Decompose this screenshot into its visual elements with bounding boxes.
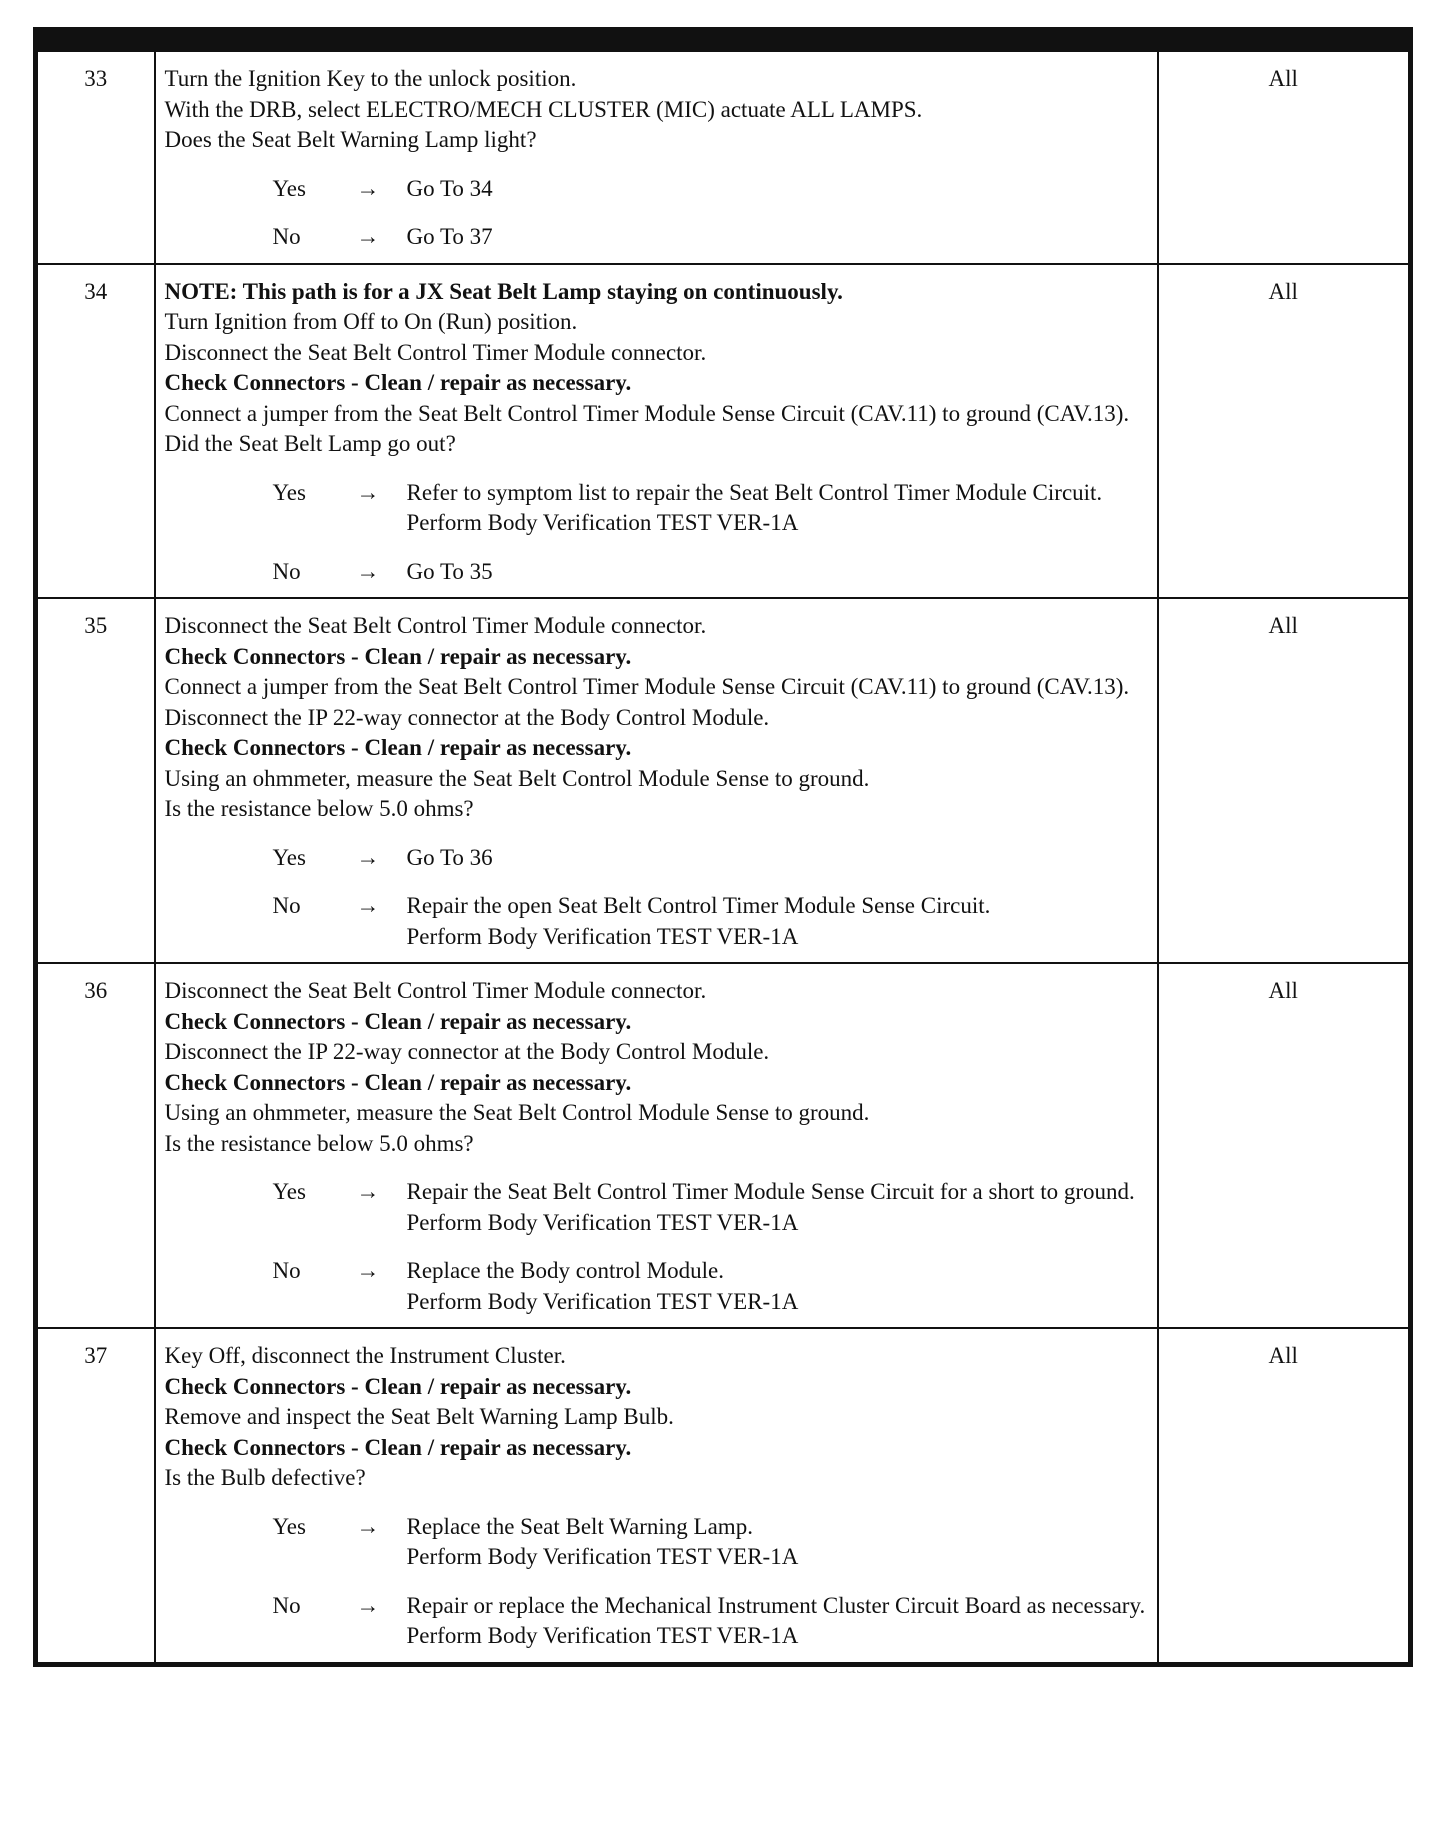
instruction-list [165, 611, 1150, 825]
arrow-icon: → [356, 893, 380, 918]
instruction-line: Disconnect the IP 22-way connector at the Body Control Module. [164, 704, 770, 730]
step-instructions [155, 52, 1158, 264]
result-action [407, 174, 1150, 205]
result-label: Yes [272, 1179, 306, 1204]
result-yes [165, 174, 1150, 205]
instruction-line: Key Off, disconnect the Instrument Cluster. [164, 1343, 566, 1368]
result-action-line: Go To 37 [406, 224, 493, 249]
arrow-icon: → [356, 224, 380, 249]
result-action-line: Perform Body Verification TEST VER-1A [406, 1623, 799, 1648]
result-label: No [272, 1592, 301, 1618]
result-no [165, 222, 1150, 253]
result-action-line: Go To 36 [406, 844, 493, 870]
instruction-note: Check Connectors - Clean / repair as necessary. [164, 643, 632, 669]
step-number: 35 [36, 598, 155, 963]
result-action [407, 1177, 1150, 1238]
step-applicability: All [1158, 264, 1411, 599]
instruction-note: Check Connectors - Clean / repair as necessary. [164, 735, 632, 760]
result-label: Yes [272, 479, 306, 505]
instruction-note: Check Connectors - Clean / repair as necessary. [164, 1373, 632, 1399]
result-label: Yes [272, 175, 306, 201]
step-row [36, 598, 1411, 963]
instruction-line: Disconnect the Seat Belt Control Timer Module connector. [164, 613, 707, 638]
result-action [407, 1512, 1150, 1573]
arrow-icon: → [356, 1513, 380, 1539]
result-no [165, 1256, 1150, 1317]
instruction-line: Disconnect the Seat Belt Control Timer Module connector. [164, 339, 707, 365]
instruction-line: Disconnect the Seat Belt Control Timer Module connector. [164, 978, 707, 1003]
step-row [36, 1328, 1411, 1664]
step-number: 36 [36, 963, 155, 1328]
diagnostic-procedure-page [33, 27, 1413, 1667]
instruction-line: Is the Bulb defective? [164, 1465, 366, 1490]
instruction-line: Is the resistance below 5.0 ohms? [164, 1130, 474, 1156]
result-action-line: Perform Body Verification TEST VER-1A [406, 1288, 799, 1314]
instruction-note: NOTE: This path is for a JX Seat Belt Lamp staying on continuously. [164, 278, 843, 304]
instruction-line: With the DRB, select ELECTRO/MECH CLUSTER (MIC) actuate ALL LAMPS. [164, 96, 923, 122]
step-instructions [155, 963, 1158, 1328]
result-list [165, 174, 1150, 253]
instruction-list [165, 64, 1150, 156]
instruction-line: Disconnect the IP 22-way connector at the Body Control Module. [164, 1039, 770, 1064]
result-label: No [272, 893, 301, 918]
result-action [407, 1256, 1150, 1317]
instruction-note: Check Connectors - Clean / repair as necessary. [164, 370, 632, 395]
step-number: 33 [36, 52, 155, 264]
result-action [407, 222, 1150, 253]
instruction-list [165, 976, 1150, 1159]
result-no [165, 557, 1150, 588]
step-row [36, 264, 1411, 599]
result-label: Yes [272, 1513, 306, 1539]
step-applicability: All [1158, 1328, 1411, 1664]
step-applicability: All [1158, 52, 1411, 264]
diagnostic-steps-table [33, 52, 1413, 1667]
step-applicability: All [1158, 598, 1411, 963]
step-instructions [155, 264, 1158, 599]
result-action [407, 1591, 1150, 1652]
step-row [36, 52, 1411, 264]
result-label: No [272, 224, 301, 249]
arrow-icon: → [356, 1592, 380, 1618]
result-action [407, 843, 1150, 874]
result-action-line: Perform Body Verification TEST VER-1A [406, 1544, 799, 1569]
arrow-icon: → [356, 175, 380, 201]
result-action-line: Go To 34 [406, 175, 493, 201]
result-action [407, 891, 1150, 952]
instruction-line: Did the Seat Belt Lamp go out? [164, 431, 456, 456]
instruction-line: Connect a jumper from the Seat Belt Control Timer Module Sense Circuit (CAV.11) to ground (CAV.13). [164, 674, 1130, 699]
result-action [407, 557, 1150, 588]
result-action-line: Perform Body Verification TEST VER-1A [406, 1209, 799, 1235]
result-action-line: Replace the Body control Module. [406, 1258, 724, 1283]
result-list [165, 843, 1150, 953]
result-action-line: Perform Body Verification TEST VER-1A [406, 923, 799, 949]
instruction-line: Turn the Ignition Key to the unlock position. [164, 66, 577, 91]
instruction-note: Check Connectors - Clean / repair as necessary. [164, 1069, 632, 1095]
result-action-line: Repair the open Seat Belt Control Timer Module Sense Circuit. [406, 893, 991, 918]
instruction-line: Using an ohmmeter, measure the Seat Belt Control Module Sense to ground. [164, 1100, 870, 1125]
result-action-line: Repair or replace the Mechanical Instrument Cluster Circuit Board as necessary. [406, 1592, 1146, 1618]
instruction-note: Check Connectors - Clean / repair as necessary. [164, 1434, 632, 1460]
instruction-line: Does the Seat Belt Warning Lamp light? [164, 127, 537, 152]
result-label: Yes [272, 844, 306, 870]
result-no [165, 1591, 1150, 1652]
arrow-icon: → [356, 844, 380, 870]
result-list [165, 478, 1150, 588]
result-action-line: Go To 35 [406, 558, 493, 584]
result-no [165, 891, 1150, 952]
result-list [165, 1177, 1150, 1317]
result-label: No [272, 558, 301, 584]
arrow-icon: → [356, 479, 380, 505]
result-yes [165, 843, 1150, 874]
instruction-line: Connect a jumper from the Seat Belt Control Timer Module Sense Circuit (CAV.11) to ground (CAV.13). [164, 400, 1130, 426]
result-action-line: Perform Body Verification TEST VER-1A [406, 510, 799, 535]
arrow-icon: → [356, 1179, 380, 1204]
instruction-note: Check Connectors - Clean / repair as necessary. [164, 1008, 632, 1034]
step-number: 34 [36, 264, 155, 599]
step-applicability: All [1158, 963, 1411, 1328]
result-action-line: Replace the Seat Belt Warning Lamp. [406, 1513, 753, 1539]
result-yes [165, 478, 1150, 539]
step-instructions [155, 1328, 1158, 1664]
table-header-bar [33, 27, 1413, 52]
result-action-line: Refer to symptom list to repair the Seat Belt Control Timer Module Circuit. [406, 479, 1103, 505]
arrow-icon: → [356, 558, 380, 584]
result-action [407, 478, 1150, 539]
result-action-line: Repair the Seat Belt Control Timer Module Sense Circuit for a short to ground. [406, 1179, 1135, 1204]
result-label: No [272, 1258, 301, 1283]
arrow-icon: → [356, 1258, 380, 1283]
instruction-line: Using an ohmmeter, measure the Seat Belt Control Module Sense to ground. [164, 765, 870, 791]
result-yes [165, 1512, 1150, 1573]
step-row [36, 963, 1411, 1328]
instruction-line: Turn Ignition from Off to On (Run) position. [164, 309, 578, 334]
steps-body [36, 52, 1411, 1664]
instruction-line: Is the resistance below 5.0 ohms? [164, 796, 474, 821]
instruction-list [165, 1341, 1150, 1494]
result-yes [165, 1177, 1150, 1238]
step-instructions [155, 598, 1158, 963]
instruction-list [165, 277, 1150, 460]
result-list [165, 1512, 1150, 1652]
instruction-line: Remove and inspect the Seat Belt Warning Lamp Bulb. [164, 1404, 674, 1429]
step-number: 37 [36, 1328, 155, 1664]
